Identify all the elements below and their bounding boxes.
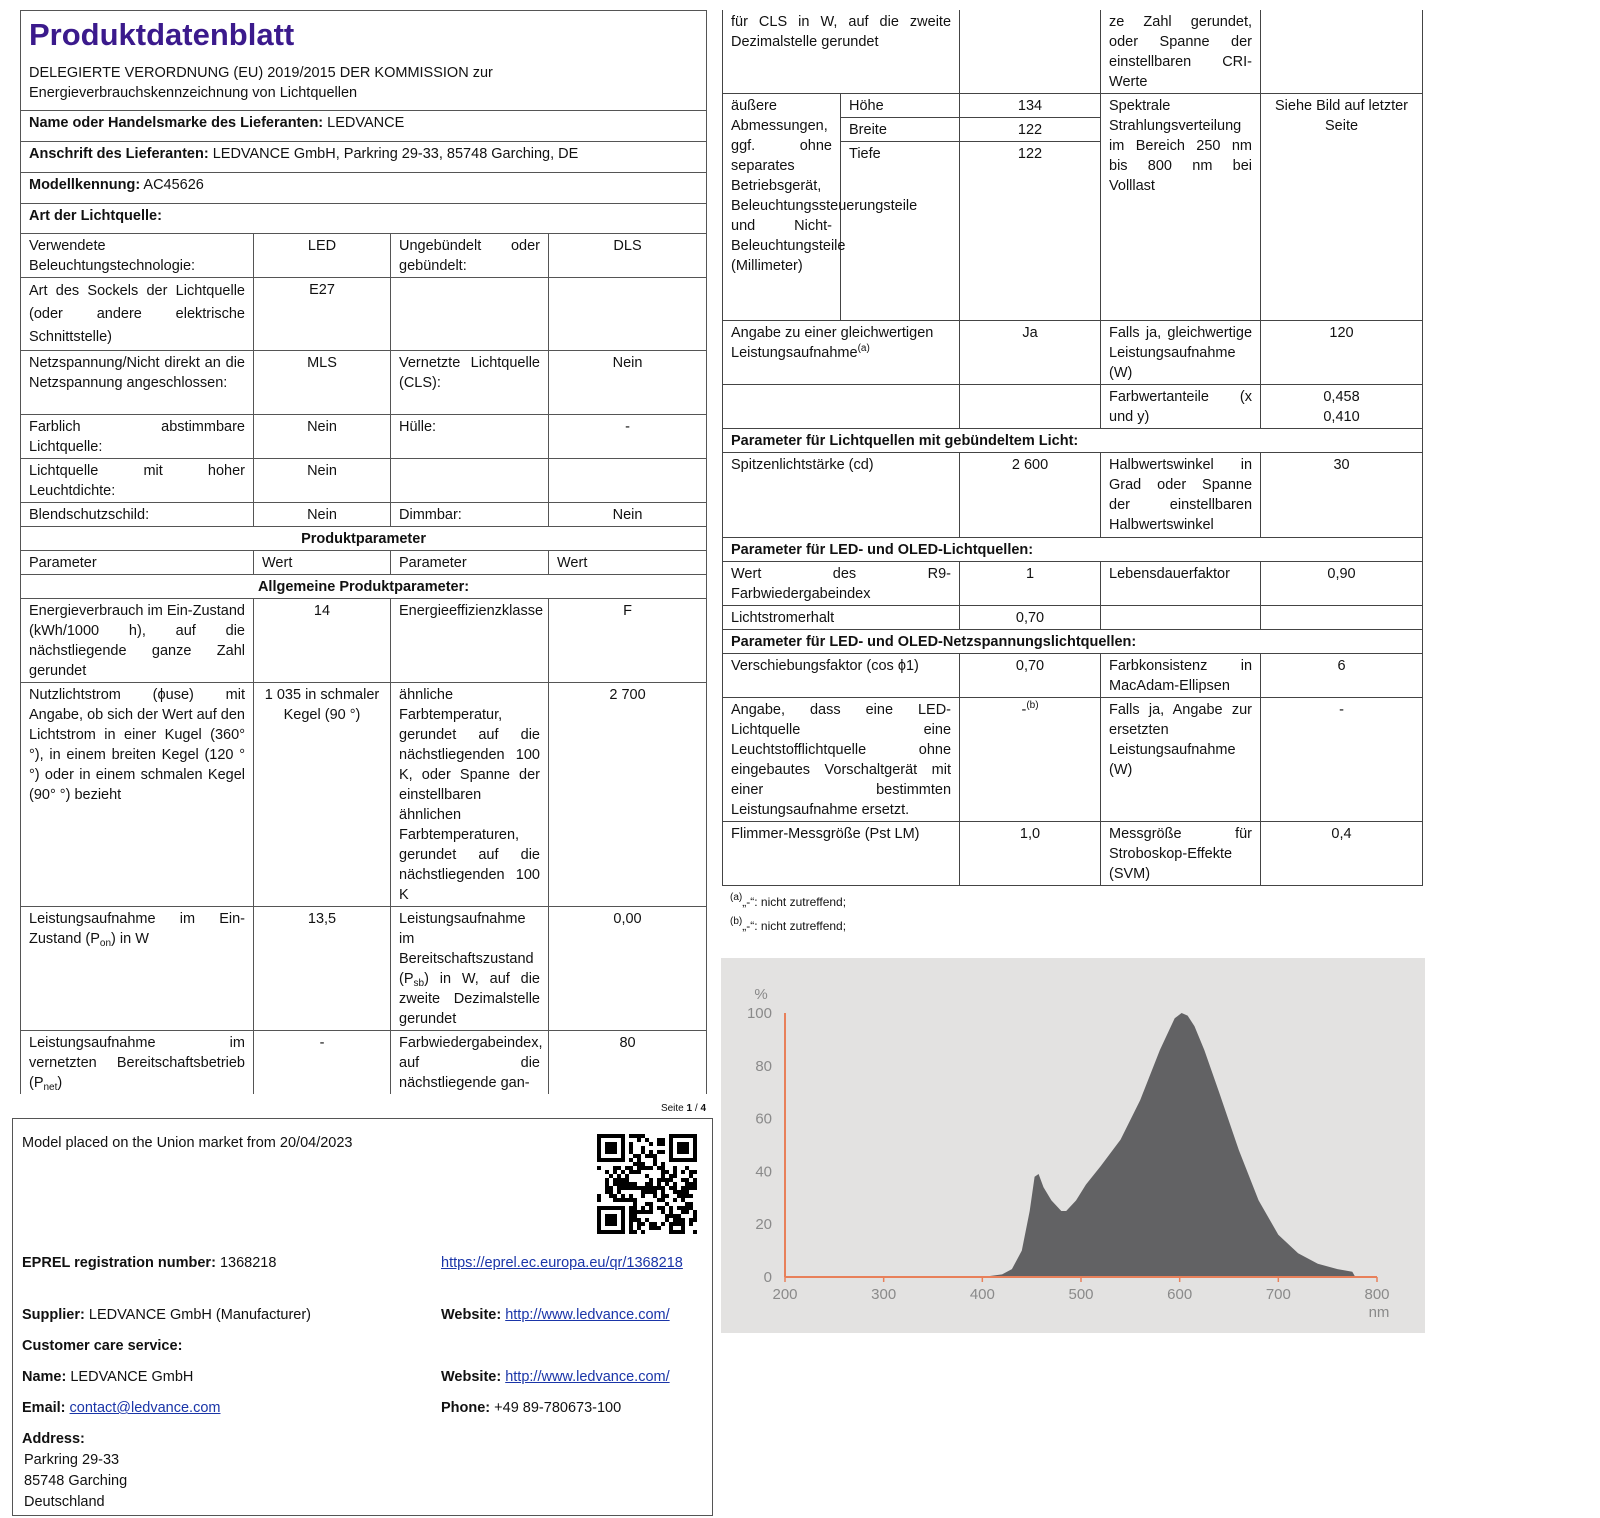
cell-label: Lebensdauerfaktor <box>1101 562 1261 606</box>
cell-label: Verschiebungsfaktor (cos ϕ1) <box>723 654 960 698</box>
cell-value: 1 035 in schmaler Kegel (90 °) <box>254 683 391 907</box>
table-row <box>21 683 707 907</box>
cell-label: Angabe, dass eine LED-Lichtquelle eine Leuchtstofflichtquelle ohne eingebautes Vorschaltgerät mit einer bestimmten Leistungsaufnahme ersetzt. <box>723 698 960 822</box>
cell-value: 0,4 <box>1261 822 1423 886</box>
cell-value: MLS <box>254 351 391 415</box>
general-parameters-heading: Allgemeine Produktparameter: <box>21 575 707 599</box>
cell-value: 1 <box>960 562 1101 606</box>
cell-value: Ja <box>960 321 1101 385</box>
cell-label: ähnliche Farbtemperatur, gerundet auf die nächstliegenden 100 K, oder Spanne der einstellbaren ähnlichen Farbtemperaturen, gerundet auf die nächstliegenden 100 K <box>391 683 549 907</box>
product-datasheet-right <box>722 10 1426 886</box>
cell-value: 0,00 <box>549 907 707 1031</box>
cell-value: Nein <box>254 459 391 503</box>
y-tick-label: 0 <box>763 1269 772 1286</box>
footnote-a: $^{(a)}$„-“: nicht zutreffend; <box>730 892 847 909</box>
cell-value: Nein <box>549 503 707 527</box>
cell-label: Messgröße für Stroboskop-Effekte (SVM) <box>1101 822 1261 886</box>
height-value: 134 <box>960 94 1101 118</box>
cell-value: 0,90 <box>1261 562 1423 606</box>
cell-label: für CLS in W, auf die zweite Dezimalstelle gerundet <box>723 10 960 94</box>
cell-label: Falls ja, Angabe zur ersetzten Leistungsaufnahme (W) <box>1101 698 1261 822</box>
cell-label: Art des Sockels der Lichtquelle (oder andere elektrische Schnittstelle) <box>21 278 254 351</box>
y-tick-label: 40 <box>755 1163 772 1181</box>
model-label: Modellkennung: <box>29 177 141 193</box>
y-tick-label: 20 <box>755 1216 772 1234</box>
cell-value: 6 <box>1261 654 1423 698</box>
email-label: Email: <box>22 1400 66 1416</box>
y-tick-label: 60 <box>755 1110 772 1128</box>
cell-value: Nein <box>549 351 707 415</box>
spectral-distribution-value: Siehe Bild auf letzter Seite <box>1261 94 1423 321</box>
table-row <box>21 599 707 683</box>
x-tick-label: 300 <box>871 1286 897 1303</box>
cell-label: ze Zahl gerundet, oder Spanne der einstellbaren CRI-Werte <box>1101 10 1261 94</box>
cell-label: Leistungsaufnahme im vernetzten Bereitschaftsbetrieb $(P_{net})$ <box>21 1031 254 1095</box>
website-label: Website: <box>441 1369 502 1385</box>
cell-label: Farbwiedergabeindex, auf die nächstliegende gan- <box>391 1031 549 1095</box>
table-row <box>723 606 1423 630</box>
x-tick-label: 600 <box>1167 1286 1193 1303</box>
spectrum-area <box>963 1013 1356 1277</box>
column-header-row <box>21 551 707 575</box>
cell-value: 1,0 <box>960 822 1101 886</box>
table-row <box>723 321 1423 385</box>
cell-value: DLS <box>549 234 707 278</box>
y-tick-label: 80 <box>755 1057 772 1075</box>
cell-label: Nutzlichtstrom (ϕuse) mit Angabe, ob sich der Wert auf den Lichtstrom in einer Kugel (360° °), in einem breiten Kegel (120 °°) oder in einem schmalen Kegel (90° °) bezieht <box>21 683 254 907</box>
led-heading: Parameter für LED- und OLED-Lichtquellen: <box>723 538 1423 562</box>
y-tick-label: 100 <box>746 1005 772 1022</box>
market-date: Model placed on the Union market from 20/04/2023 <box>22 1135 353 1151</box>
cell-label: Flimmer-Messgröße (Pst LM) <box>723 822 960 886</box>
datasheet-table-continued <box>722 10 1423 886</box>
cell-value: 0,70 <box>960 606 1101 630</box>
dimensions-label: äußere Abmessungen, ggf. ohne separates Betriebsgerät, Beleuchtungssteuerungsteile und Nicht-Beleuchtungsteile (Millimeter) <box>723 94 841 321</box>
cell-value: 80 <box>549 1031 707 1095</box>
x-tick-label: 500 <box>1068 1286 1094 1303</box>
table-row <box>21 459 707 503</box>
footnote-b: $^{(b)}$„-“: nicht zutreffend; <box>730 916 847 933</box>
cell-label: Farblich abstimmbare Lichtquelle: <box>21 415 254 459</box>
cell-label: Falls ja, gleichwertige Leistungsaufnahme (W) <box>1101 321 1261 385</box>
column-header: Parameter <box>21 551 254 575</box>
table-row <box>723 94 1423 118</box>
column-header: Wert <box>254 551 391 575</box>
cell-value: - <box>1261 698 1423 822</box>
cell-value <box>549 278 707 351</box>
cell-label: Ungebündelt oder gebündelt: <box>391 234 549 278</box>
width-value: 122 <box>960 118 1101 142</box>
table-row <box>21 351 707 415</box>
light-source-type-heading: Art der Lichtquelle: <box>21 204 707 234</box>
spectral-distribution-chart <box>721 958 1425 1333</box>
website-label: Website: <box>441 1307 502 1323</box>
left-column <box>20 10 706 1516</box>
cell-label: Lichtstromerhalt <box>723 606 960 630</box>
cell-label: Spitzenlichtstärke (cd) <box>723 453 960 538</box>
spectral-distribution-label: Spektrale Strahlungsverteilung im Bereich 250 nm bis 800 nm bei Volllast <box>1101 94 1261 321</box>
cell-value: Nein <box>254 503 391 527</box>
table-row <box>21 278 707 351</box>
column-header: Parameter <box>391 551 549 575</box>
cell-label: Leistungsaufnahme im Ein-Zustand $(P_{on})$ in W <box>21 907 254 1031</box>
cell-value: 14 <box>254 599 391 683</box>
cell-value: 0,70 <box>960 654 1101 698</box>
supplier-info: Supplier: LEDVANCE GmbH (Manufacturer) <box>22 1307 311 1323</box>
depth-label: Tiefe <box>841 142 960 321</box>
cell-label <box>391 459 549 503</box>
table-row <box>723 654 1423 698</box>
table-row <box>723 385 1423 429</box>
supplier-name-label: Name oder Handelsmarke des Lieferanten: <box>29 115 324 131</box>
depth-value: 122 <box>960 142 1101 321</box>
table-row <box>723 453 1423 538</box>
table-row <box>723 822 1423 886</box>
qr-code[interactable] <box>596 1133 698 1235</box>
width-label: Breite <box>841 118 960 142</box>
supplier-address: LEDVANCE GmbH, Parkring 29-33, 85748 Garching, DE <box>212 146 579 162</box>
cell-label: Blendschutzschild: <box>21 503 254 527</box>
x-tick-label: 400 <box>969 1286 995 1303</box>
table-row <box>723 10 1423 94</box>
x-tick-label: 700 <box>1265 1286 1291 1303</box>
x-tick-label: 800 <box>1364 1286 1390 1303</box>
cell-value: Nein <box>254 415 391 459</box>
cell-label: Energieverbrauch im Ein-Zustand (kWh/1000 h), auf die nächstliegende ganze Zahl gerundet <box>21 599 254 683</box>
cell-label: Wert des R9-Farbwiedergabeindex <box>723 562 960 606</box>
table-row <box>723 698 1423 822</box>
cell-label: Dimmbar: <box>391 503 549 527</box>
cell-value: LED <box>254 234 391 278</box>
product-parameters-heading: Produktparameter <box>21 527 707 551</box>
cell-value: 30 <box>1261 453 1423 538</box>
model-id: AC45626 <box>143 177 204 193</box>
cell-value <box>549 459 707 503</box>
table-row <box>21 907 707 1031</box>
table-row <box>21 1031 707 1095</box>
table-row <box>21 503 707 527</box>
cell-value: E27 <box>254 278 391 351</box>
cell-label: Vernetzte Lichtquelle (CLS): <box>391 351 549 415</box>
supplier-address-label: Anschrift des Lieferanten: <box>29 146 209 162</box>
cell-value: - <box>254 1031 391 1095</box>
product-datasheet-left <box>20 10 706 1094</box>
cell-value: 13,5 <box>254 907 391 1031</box>
right-column <box>722 10 1426 1333</box>
height-label: Höhe <box>841 94 960 118</box>
customer-care-heading: Customer care service: <box>22 1338 183 1354</box>
eprel-link[interactable]: https://eprel.ec.europa.eu/qr/1368218 <box>441 1255 683 1271</box>
column-header: Wert <box>549 551 707 575</box>
cell-value: 2 700 <box>549 683 707 907</box>
table-row <box>21 234 707 278</box>
regulation-subtitle: DELEGIERTE VERORDNUNG (EU) 2019/2015 DER KOMMISSION zur Energieverbrauchskennzeichnung von Lichtquellen <box>29 65 493 101</box>
supplier-name: LEDVANCE <box>327 115 405 131</box>
cell-value: F <box>549 599 707 683</box>
address-label: Address: <box>22 1431 85 1447</box>
cell-label <box>391 278 549 351</box>
cell-label: Leistungsaufnahme im Bereitschaftszustand $(P_{sb})$ in W, auf die zweite Dezimalstelle gerundet <box>391 907 549 1031</box>
cell-label: Verwendete Beleuchtungstechnologie: <box>21 234 254 278</box>
eprel-registration: EPREL registration number: 1368218 <box>22 1255 277 1271</box>
address: Parkring 29-33 85748 Garching Deutschland <box>24 1452 128 1510</box>
cell-value: 2 600 <box>960 453 1101 538</box>
cell-label: Hülle: <box>391 415 549 459</box>
care-name: Name: LEDVANCE GmbH <box>22 1369 194 1385</box>
datasheet-table <box>20 10 707 1094</box>
mains-heading: Parameter für LED- und OLED-Netzspannungslichtquellen: <box>723 630 1423 654</box>
care-website-link[interactable]: http://www.ledvance.com/ <box>505 1369 670 1385</box>
cell-value: - <box>549 415 707 459</box>
cell-value: -$^{(b)}$ <box>960 698 1101 822</box>
cell-label: Farbkonsistenz in MacAdam-Ellipsen <box>1101 654 1261 698</box>
cell-label: Angabe zu einer gleichwertigen Leistungsaufnahme$^{(a)}$ <box>723 321 960 385</box>
cell-label: Netzspannung/Nicht direkt an die Netzspannung angeschlossen: <box>21 351 254 415</box>
cell-label: Farbwertanteile (x und y) <box>1101 385 1261 429</box>
x-tick-label: 200 <box>772 1286 798 1303</box>
supplier-website-link[interactable]: http://www.ledvance.com/ <box>505 1307 670 1323</box>
cell-label: Lichtquelle mit hoher Leuchtdichte: <box>21 459 254 503</box>
page-number: Seite 1 / 4 <box>660 1103 706 1114</box>
y-axis-label: % <box>754 986 768 1003</box>
eprel-info-box <box>12 1118 713 1516</box>
directional-heading: Parameter für Lichtquellen mit gebündeltem Licht: <box>723 429 1423 453</box>
cell-value: 0,458 0,410 <box>1261 385 1423 429</box>
cell-label: Halbwertswinkel in Grad oder Spanne der einstellbaren Halbwertswinkel <box>1101 453 1261 538</box>
phone: Phone: +49 89-780673-100 <box>441 1400 622 1416</box>
x-axis-label: nm <box>1368 1304 1390 1321</box>
table-row <box>21 415 707 459</box>
cell-label: Energieeffizienzklasse <box>391 599 549 683</box>
email-link[interactable]: contact@ledvance.com <box>69 1400 221 1416</box>
page-title: Produktdatenblatt <box>29 17 295 52</box>
table-row <box>723 562 1423 606</box>
chart-svg <box>721 958 1425 1333</box>
cell-value: 120 <box>1261 321 1423 385</box>
